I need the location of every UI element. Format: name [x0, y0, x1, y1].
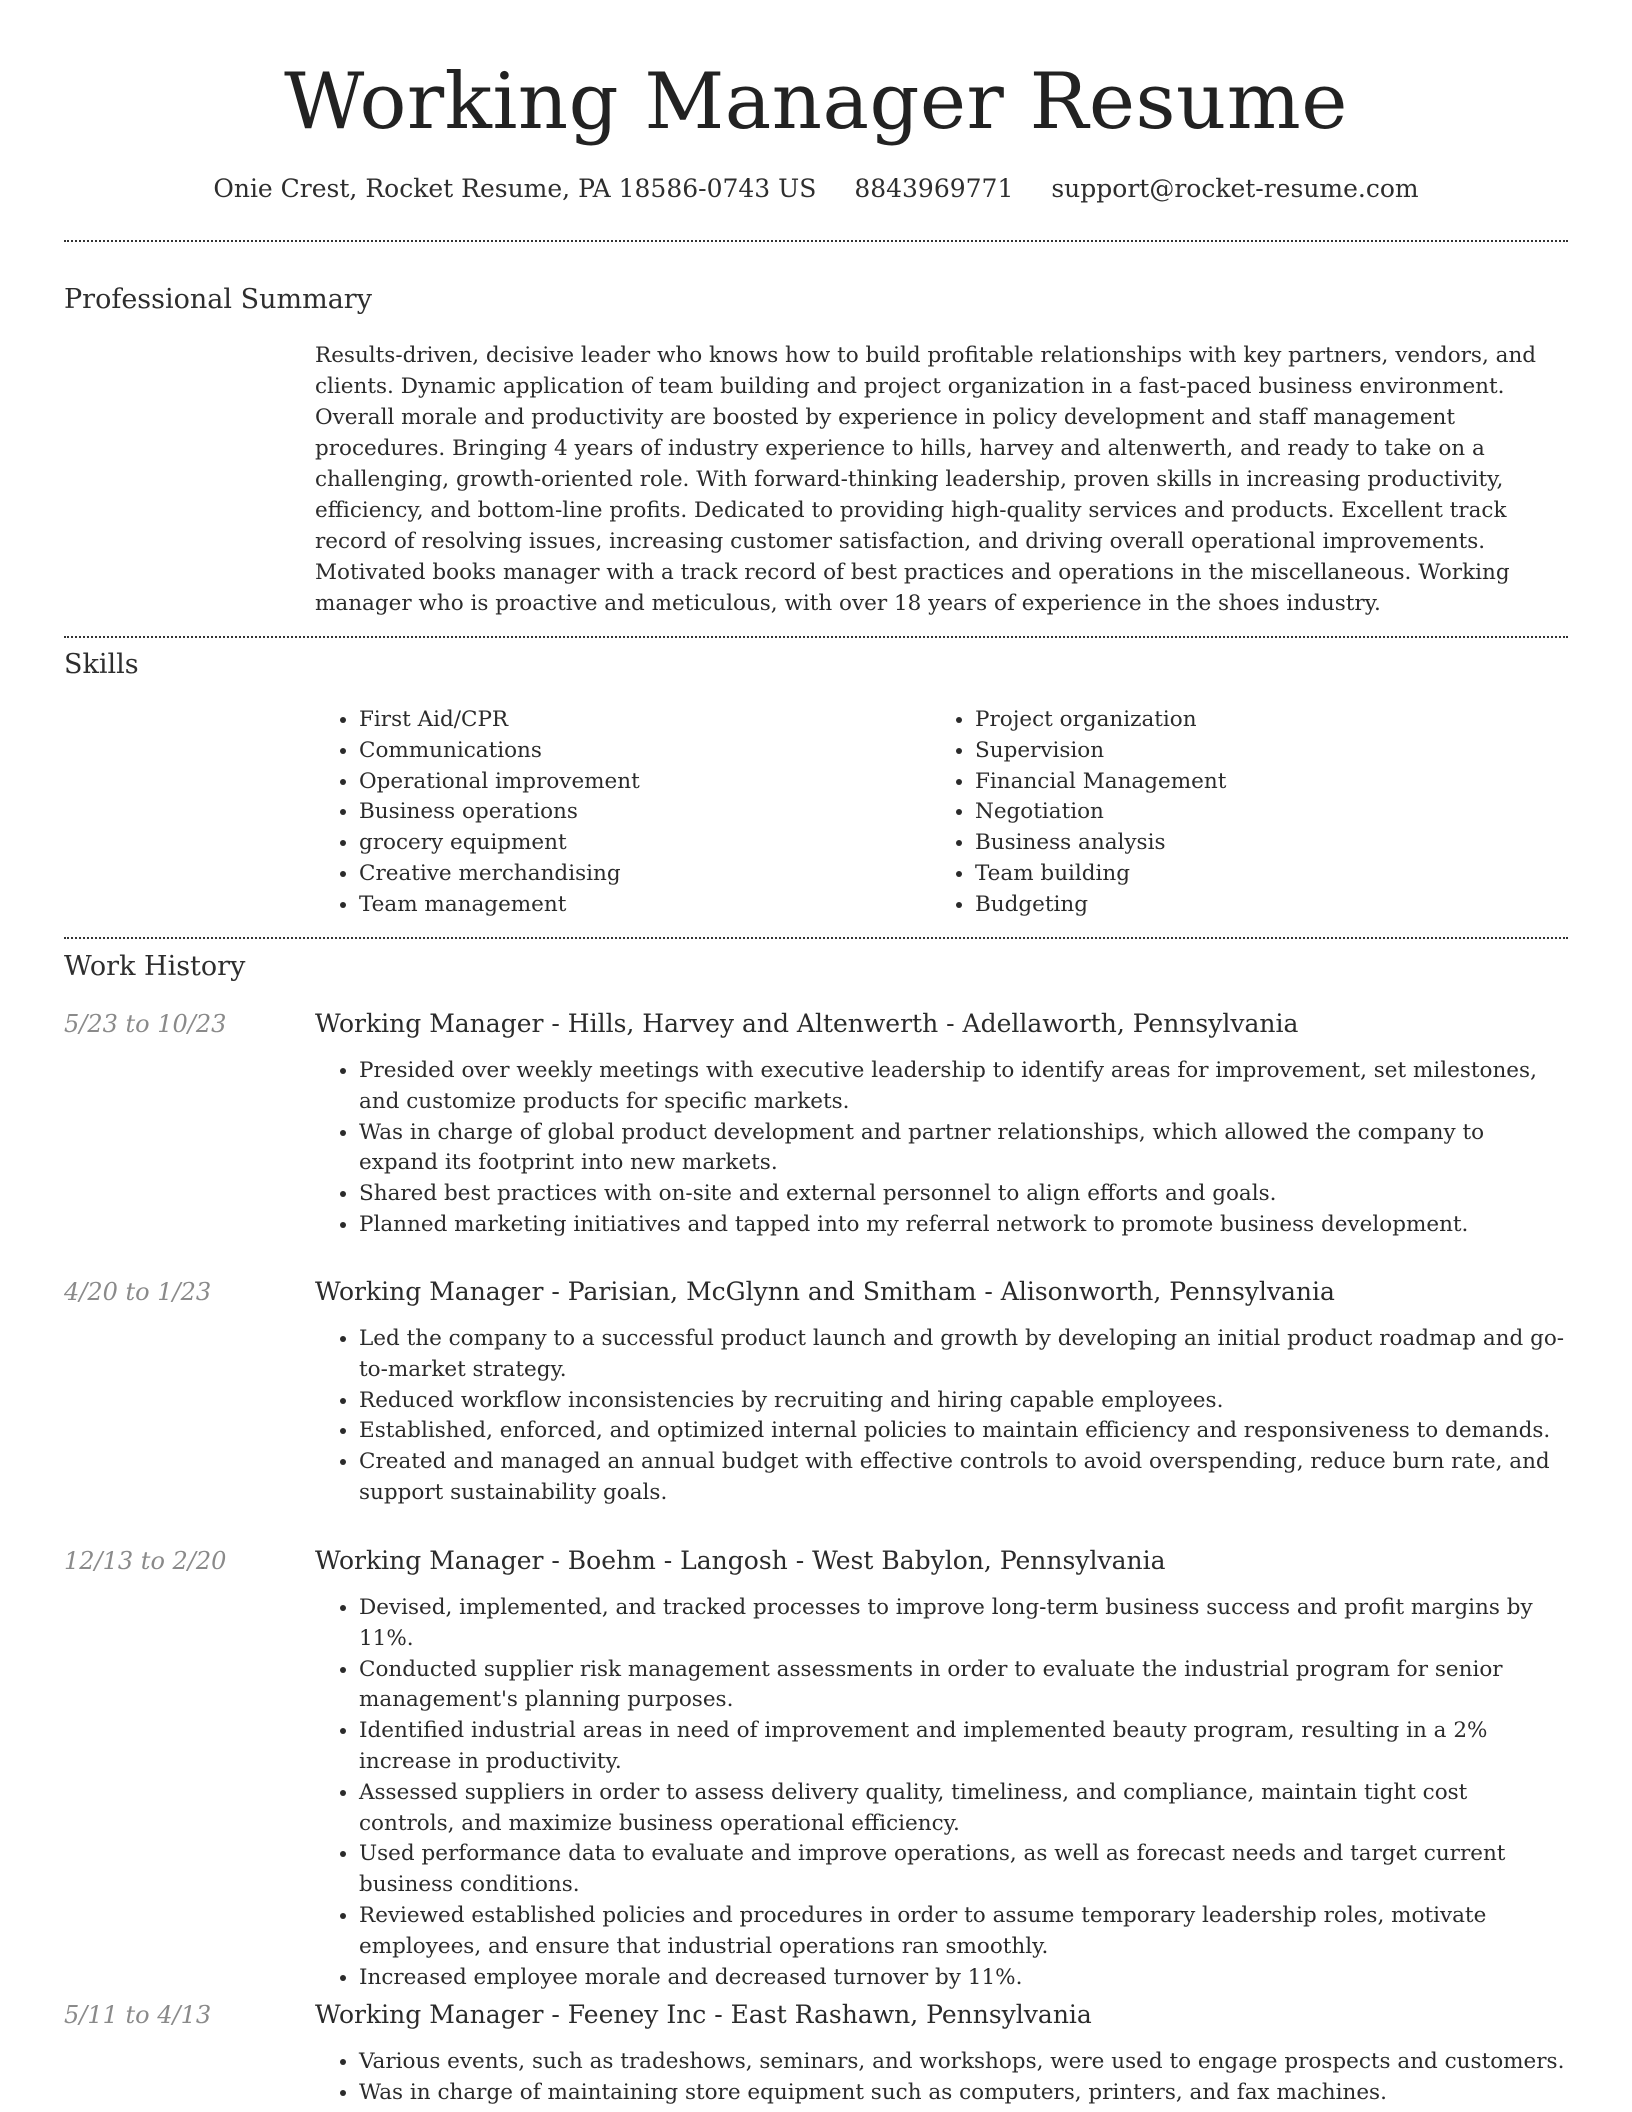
- skill-item: • Business analysis: [975, 828, 1535, 859]
- contact-email[interactable]: support@rocket-resume.com: [1051, 174, 1419, 203]
- job-bullets: [315, 1056, 1568, 1241]
- job-bullet: • Reduced workflow inconsistencies by recruiting and hiring capable employees.: [359, 1386, 1568, 1417]
- job-bullet: • Was in charge of global product development and partner relationships, which allowed the company to expand its footprint into new markets.: [359, 1118, 1568, 1180]
- job-bullet: • Used performance data to evaluate and improve operations, as well as forecast needs and target current business conditions.: [359, 1839, 1568, 1901]
- skill-item: • First Aid/CPR: [359, 705, 931, 736]
- skill-item: • Communications: [359, 736, 931, 767]
- skill-item: • grocery equipment: [359, 828, 931, 859]
- job-header: [64, 1007, 1568, 1041]
- resume-page: [64, 0, 1568, 2105]
- job-bullet: • Shared best practices with on-site and external personnel to align efforts and goals.: [359, 1179, 1568, 1210]
- job-bullet: • Increased employee morale and decreased turnover by 11%.: [359, 1963, 1568, 1994]
- job-bullets: [315, 1593, 1568, 1993]
- job-bullet: • Various events, such as tradeshows, seminars, and workshops, were used to engage prospects and customers.: [359, 2047, 1568, 2078]
- job-bullet: • Conducted supplier risk management assessments in order to evaluate the industrial program for senior management's planning purposes.: [359, 1655, 1568, 1717]
- skill-item: • Team building: [975, 859, 1535, 890]
- skill-item: • Project organization: [975, 705, 1535, 736]
- job-entry: [64, 1275, 1568, 1509]
- summary-text: Results-driven, decisive leader who knows how to build profitable relationships with key partners, vendors, and clients. Dynamic application of team building and project organization in a fast-paced business environment. Overall morale and productivity are boosted by experience in policy development and staff management procedures. Bringing 4 years of industry experience to hills, harvey and altenwerth, and ready to take on a challenging, growth-oriented role. With forward-thinking leadership, proven skills in increasing productivity, efficiency, and bottom-line profits. Dedicated to providing high-quality services and products. Excellent track record of resolving issues, increasing customer satisfaction, and driving overall operational improvements. Motivated books manager with a track record of best practices and operations in the miscellaneous. Working manager who is proactive and meticulous, with over 18 years of experience in the shoes industry.: [315, 343, 1537, 616]
- job-bullet: • Identified industrial areas in need of improvement and implemented beauty program, resulting in a 2% increase in productivity.: [359, 1716, 1568, 1778]
- job-dates: 5/23 to 10/23: [64, 1010, 227, 1038]
- job-dates: 5/11 to 4/13: [64, 2001, 212, 2029]
- job-entry: [64, 1007, 1568, 1241]
- work-heading: Work History: [64, 951, 246, 982]
- job-entry: [64, 1544, 1568, 1993]
- job-bullet: • Assessed suppliers in order to assess delivery quality, timeliness, and compliance, maintain tight cost controls, and maximize business operational efficiency.: [359, 1778, 1568, 1840]
- skills-list: [315, 705, 1568, 921]
- skills-heading: Skills: [64, 649, 139, 680]
- job-title: Working Manager - Feeney Inc - East Rashawn, Pennsylvania: [315, 2000, 1092, 2029]
- divider: [64, 636, 1568, 638]
- job-header: [64, 1544, 1568, 1578]
- divider: [64, 240, 1568, 242]
- job-bullet: • Presided over weekly meetings with executive leadership to identify areas for improvement, set milestones, and customize products for specific markets.: [359, 1056, 1568, 1118]
- job-bullet: • Devised, implemented, and tracked processes to improve long-term business success and profit margins by 11%.: [359, 1593, 1568, 1655]
- job-title: Working Manager - Boehm - Langosh - West Babylon, Pennsylvania: [315, 1546, 1166, 1575]
- job-bullet: • Established, enforced, and optimized internal policies to maintain efficiency and responsiveness to demands.: [359, 1416, 1568, 1447]
- job-bullet: • Was in charge of maintaining store equipment such as computers, printers, and fax machines.: [359, 2078, 1568, 2109]
- skills-column-right: [931, 705, 1535, 921]
- job-header: [64, 1998, 1568, 2032]
- job-entry: [64, 1998, 1568, 2109]
- summary-heading: Professional Summary: [64, 284, 372, 315]
- job-bullet: • Reviewed established policies and procedures in order to assume temporary leadership roles, motivate employees, and ensure that industrial operations ran smoothly.: [359, 1901, 1568, 1963]
- job-title: Working Manager - Parisian, McGlynn and Smitham - Alisonworth, Pennsylvania: [315, 1277, 1335, 1306]
- skill-item: • Team management: [359, 890, 931, 921]
- contact-phone: 8843969771: [854, 174, 1014, 203]
- contact-line: [64, 172, 1568, 206]
- skill-item: • Business operations: [359, 797, 931, 828]
- skill-item: • Negotiation: [975, 797, 1535, 828]
- job-bullet: • Planned marketing initiatives and tapped into my referral network to promote business development.: [359, 1210, 1568, 1241]
- job-bullets: [315, 2047, 1568, 2109]
- job-bullet: • Led the company to a successful product launch and growth by developing an initial product roadmap and go-to-market strategy.: [359, 1324, 1568, 1386]
- resume-title: Working Manager Resume: [284, 57, 1348, 147]
- skills-column-left: [315, 705, 931, 921]
- skill-item: • Operational improvement: [359, 767, 931, 798]
- job-header: [64, 1275, 1568, 1309]
- divider: [64, 937, 1568, 939]
- skill-item: • Financial Management: [975, 767, 1535, 798]
- job-bullets: [315, 1324, 1568, 1509]
- skill-item: • Supervision: [975, 736, 1535, 767]
- contact-address: Onie Crest, Rocket Resume, PA 18586-0743 US: [213, 174, 817, 203]
- job-dates: 12/13 to 2/20: [64, 1547, 227, 1575]
- job-bullet: • Created and managed an annual budget with effective controls to avoid overspending, reduce burn rate, and support sustainability goals.: [359, 1447, 1568, 1509]
- job-title: Working Manager - Hills, Harvey and Altenwerth - Adellaworth, Pennsylvania: [315, 1009, 1299, 1038]
- job-dates: 4/20 to 1/23: [64, 1278, 212, 1306]
- skill-item: • Budgeting: [975, 890, 1535, 921]
- skill-item: • Creative merchandising: [359, 859, 931, 890]
